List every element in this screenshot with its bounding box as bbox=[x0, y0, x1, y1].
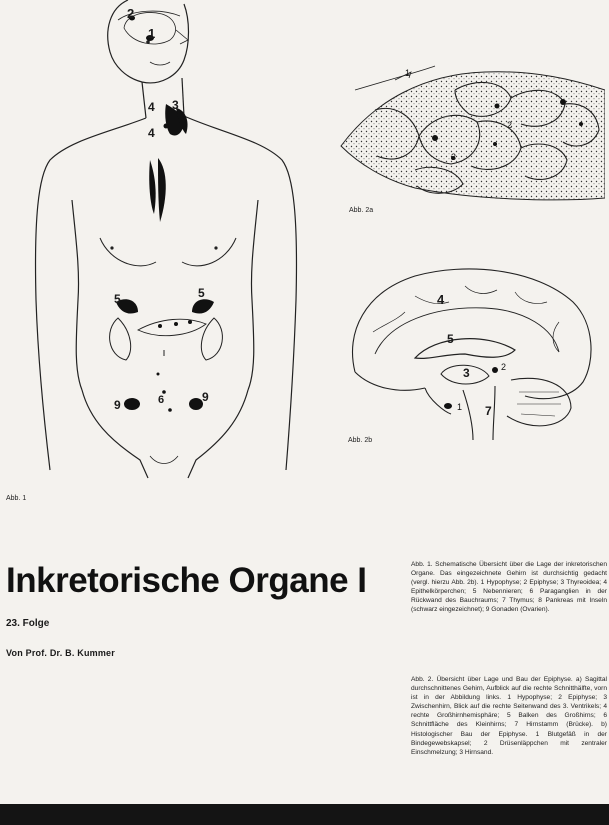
brain-figure bbox=[345, 262, 595, 442]
label-epithelkoerperchen: 4 bbox=[148, 100, 155, 114]
label-hirnstamm: 7 bbox=[485, 404, 492, 418]
label-epithelkoerperchen-2: 4 bbox=[148, 126, 155, 140]
label-thyreoidea: 3 bbox=[172, 98, 179, 112]
figure-1-label: Abb. 1 bbox=[6, 495, 27, 502]
svg-text:1: 1 bbox=[457, 402, 463, 412]
label-balken: 5 bbox=[447, 332, 454, 346]
svg-text:2: 2 bbox=[501, 362, 507, 372]
label-nebenniere-left: 5 bbox=[114, 292, 121, 306]
label-gonade-left: 9 bbox=[114, 398, 121, 412]
label-nebenniere-right: 5 bbox=[198, 286, 205, 300]
histology-figure bbox=[335, 60, 605, 210]
label-hypophyse: 1 bbox=[148, 26, 156, 41]
label-epiphyse: 2 bbox=[127, 6, 135, 21]
figure-2b-label: Abb. 2b bbox=[348, 437, 373, 444]
label-hemisphere: 4 bbox=[437, 292, 445, 307]
svg-text:2: 2 bbox=[507, 120, 513, 130]
label-gonade-right: 9 bbox=[202, 390, 209, 404]
label-zwischenhirn: 3 bbox=[463, 366, 470, 380]
series-number: 23. Folge bbox=[6, 618, 50, 629]
svg-text:1: 1 bbox=[405, 68, 411, 78]
caption-figure-1: Abb. 1. Schematische Übersicht über die Lage der inkretorischen Organe. Das eingezeichnete Gehirn ist durchsichtig gedacht (vergl. hierzu Abb. 2b). 1 Hypophyse; 2 Epiphyse; 3 Thyreoidea; 4 Epithelkörperchen; 5 Nebennieren; 6 Paraganglien in der Rückwand des Bauchraums; 7 Thymus; 8 Pankreas mit Inseln (schwarz eingezeichnet); 9 Gonaden (Ovarien). bbox=[411, 561, 607, 614]
caption-figure-2: Abb. 2. Übersicht über Lage und Bau der Epiphyse. a) Sagittal durchschnittenes Gehirn, Aufblick auf die rechte Schnitthälfte, vorn ist in der Abbildung links. 1 Hypophyse; 2 Epiphyse; 3 Zwischenhirn, Blick auf die rechte Seitenwand des 3. Ventrikels; 4 rechte Großhirnhemisphäre; 5 Balken des Großhirns; 6 Schnittfläche des Kleinhirns; 7 Hirnstamm (Brücke). b) Histologischer Bau der Epiphyse. 1 Blutgefäß in der Bindegewebskapsel; 2 Drüsenläppchen mit zentraler Einschmelzung; 3 Hirnsand. bbox=[411, 676, 607, 756]
author-line: Von Prof. Dr. B. Kummer bbox=[6, 648, 115, 658]
article-title: Inkretorische Organe I bbox=[6, 561, 367, 600]
bottom-black-band bbox=[0, 804, 609, 825]
figure-2a-label: Abb. 2a bbox=[349, 207, 374, 214]
svg-text:3: 3 bbox=[451, 152, 457, 162]
body-figure bbox=[0, 0, 330, 480]
label-paraganglien: 6 bbox=[158, 394, 165, 406]
